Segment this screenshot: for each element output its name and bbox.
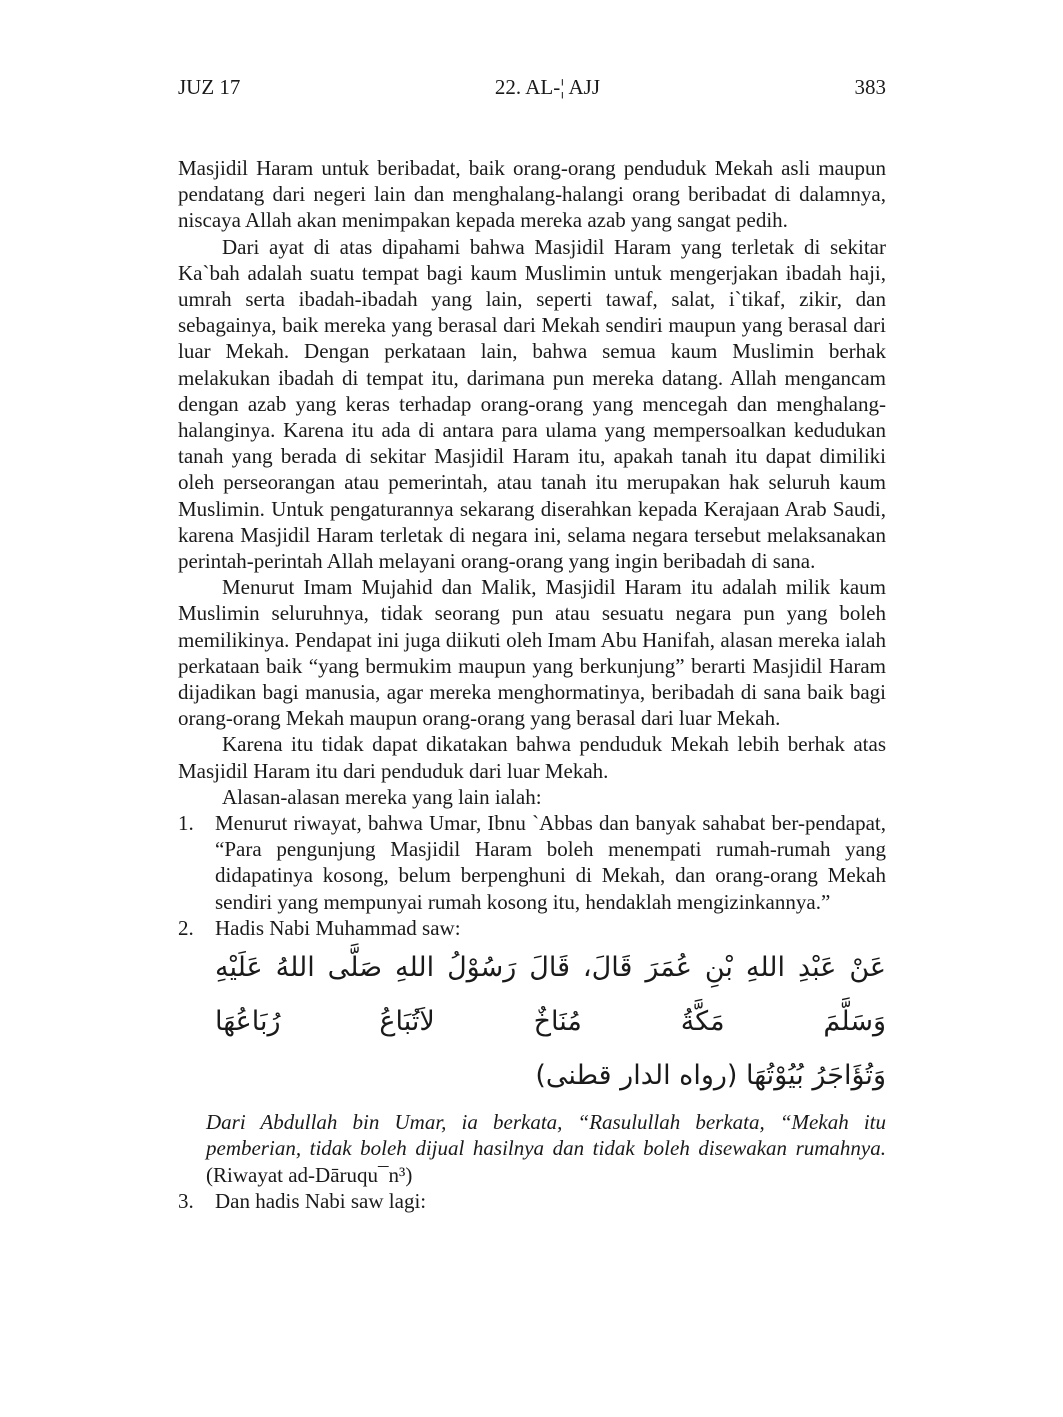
list-item	[178, 1188, 886, 1214]
list-text: Menurut riwayat, bahwa Umar, Ibnu `Abbas dan banyak sahabat ber-pendapat, “Para pengunjung Masjidil Haram boleh menempati rumah-rumah yang didapatinya kosong, belum berpenghuni di Mekah, dan orang-orang Mekah sendiri yang mempunyai rumah kosong itu, hendaklah mengizinkannya.”	[215, 811, 886, 914]
citation: (Riwayat ad-Dāruqu¯n³)	[206, 1162, 413, 1187]
list-item	[178, 915, 886, 941]
arabic-line: وَتُؤَاجَرُ بُيُوْتُهَا (رواه الدار قطنى)	[535, 1060, 886, 1092]
translation-text: Dari Abdullah bin Umar, ia berkata, “Rasulullah berkata, “Mekah itu pemberian, tidak boleh dijual hasilnya dan tidak boleh disewakan rumahnya.	[206, 1110, 886, 1161]
running-header	[178, 70, 886, 104]
surah-title: 22. AL-¦ AJJ	[494, 75, 601, 99]
arabic-line: عَنْ عَبْدِ اللهِ بْنِ عُمَرَ قَالَ، قَالَ رَسُوْلُ اللهِ صَلَّى اللهُ عَلَيْهِ وَسَلَّمَ مَكَّةُ مُنَاخٌ لاَتُبَاعُ رُبَاعُهَا	[215, 952, 886, 1038]
list-number: 1.	[178, 811, 194, 836]
list-item	[178, 810, 886, 915]
numbered-list	[178, 810, 886, 941]
paragraph: Masjidil Haram untuk beribadat, baik orang-orang penduduk Mekah asli maupun pendatang dari negeri lain dan menghalang-halangi orang beribadat di dalamnya, niscaya Allah akan menimpakan kepada mereka azab yang sangat pedih.	[178, 156, 886, 233]
paragraph: Alasan-alasan mereka yang lain ialah:	[222, 784, 542, 809]
list-text: Hadis Nabi Muhammad saw:	[215, 915, 461, 940]
list-number: 3.	[178, 1188, 194, 1213]
hadith-translation	[206, 1109, 886, 1188]
paragraph: Menurut Imam Mujahid dan Malik, Masjidil Haram itu adalah milik kaum Muslimin seluruhnya, tidak seorang pun atau sesuatu negara pun yang boleh memilikinya. Pendapat ini juga diikuti oleh Imam Abu Hanifah, alasan mereka ialah perkataan baik “yang bermukim maupun yang berkunjung” berarti Masjidil Haram dijadikan bagi manusia, agar mereka menghormatinya, beribadah di sana baik bagi orang-orang Mekah maupun orang-orang yang berasal dari luar Mekah.	[178, 575, 886, 731]
list-text: Dan hadis Nabi saw lagi:	[215, 1188, 427, 1213]
page	[178, 70, 886, 1214]
list-number: 2.	[178, 915, 194, 940]
juz-label: JUZ 17	[178, 75, 241, 99]
numbered-list	[178, 1188, 886, 1214]
paragraph: Dari ayat di atas dipahami bahwa Masjidil Haram yang terletak di sekitar Ka`bah adalah suatu tempat bagi kaum Muslimin untuk mengerjakan ibadah haji, umrah serta ibadah-ibadah yang lain, seperti tawaf, salat, i`tikaf, zikir, dan sebagainya, baik mereka yang berasal dari Mekah sendiri maupun yang berasal dari luar Mekah. Dengan perkataan lain, bahwa semua kaum Muslimin berhak melakukan ibadah di tempat itu, darimana pun mereka datang. Allah mengancam dengan azab yang keras terhadap orang-orang yang mencegah dan menghalang-halanginya. Karena itu ada di antara para ulama yang mempersoalkan kedudukan tanah yang berada di sekitar Masjidil Haram itu, apakah tanah itu dapat dimiliki oleh perseorangan atau pemerintah, atau tanah itu merupakan hak seluruh kaum Muslimin. Untuk pengaturannya sekarang diserahkan kepada Kerajaan Arab Saudi, karena Masjidil Haram terletak di negara ini, selama negara tersebut melaksanakan perintah-perintah Allah melayani orang-orang yang ingin beribadah di sana.	[178, 234, 886, 574]
hadith-arabic	[215, 941, 886, 1103]
body-text	[178, 155, 886, 1214]
page-number: 383	[854, 75, 886, 99]
paragraph: Karena itu tidak dapat dikatakan bahwa penduduk Mekah lebih berhak atas Masjidil Haram itu dari penduduk dari luar Mekah.	[178, 732, 886, 783]
